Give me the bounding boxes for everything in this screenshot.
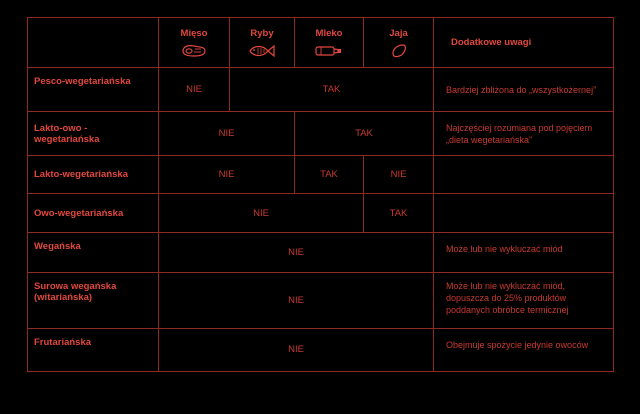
egg-icon [390, 44, 408, 58]
value-cell: NIE [159, 156, 295, 194]
row-name: Frutariańska [28, 328, 159, 371]
row-name: Surowa wegańska (witariańska) [28, 272, 159, 328]
value-cell: NIE [159, 272, 434, 328]
value-cell: NIE [159, 328, 434, 371]
header-meat [159, 18, 230, 68]
value-cell: NIE [159, 194, 364, 232]
milk-bottle-icon [314, 44, 344, 58]
value-cell: NIE [159, 232, 434, 272]
note-cell: Najczęściej rozumiana pod pojęciem „dieta wegetariańska” [434, 112, 614, 156]
header-eggs [364, 18, 434, 68]
row-name: Owo-wegetariańska [28, 194, 159, 232]
row-name: Wegańska [28, 232, 159, 272]
value-cell: TAK [295, 156, 364, 194]
fish-icon [248, 44, 276, 58]
note-cell: Bardziej zbliżona do „wszystkożernej” [434, 68, 614, 112]
table-row [28, 156, 614, 194]
value-cell: NIE [159, 68, 230, 112]
header-milk [295, 18, 364, 68]
table-row [28, 68, 614, 112]
meat-label: Mięso [180, 27, 208, 39]
note-cell [434, 194, 614, 232]
table-row [28, 232, 614, 272]
note-cell: Może lub nie wykluczać miód, dopuszcza do 25% produktów poddanych obróbce termicznej [434, 272, 614, 328]
row-name: Lakto-owo -wegetariańska [28, 112, 159, 156]
value-cell: TAK [364, 194, 434, 232]
row-name: Pesco-wegetariańska [28, 68, 159, 112]
value-cell: NIE [364, 156, 434, 194]
header-empty-cell [28, 18, 159, 68]
value-cell: TAK [295, 112, 434, 156]
steak-icon [181, 44, 207, 58]
eggs-label: Jaja [389, 27, 408, 39]
note-cell: Może lub nie wykluczać miód [434, 232, 614, 272]
value-cell: TAK [230, 68, 434, 112]
table-row [28, 328, 614, 371]
note-cell [434, 156, 614, 194]
header-fish [230, 18, 295, 68]
header-row [28, 18, 614, 68]
row-name: Lakto-wegetariańska [28, 156, 159, 194]
diet-comparison-table [27, 17, 614, 372]
milk-label: Mleko [315, 27, 343, 39]
table-row [28, 272, 614, 328]
header-notes: Dodatkowe uwagi [434, 18, 614, 68]
note-cell: Obejmuje spożycie jedynie owoców [434, 328, 614, 371]
fish-label: Ryby [250, 27, 274, 39]
table-row [28, 112, 614, 156]
value-cell: NIE [159, 112, 295, 156]
table-row [28, 194, 614, 232]
